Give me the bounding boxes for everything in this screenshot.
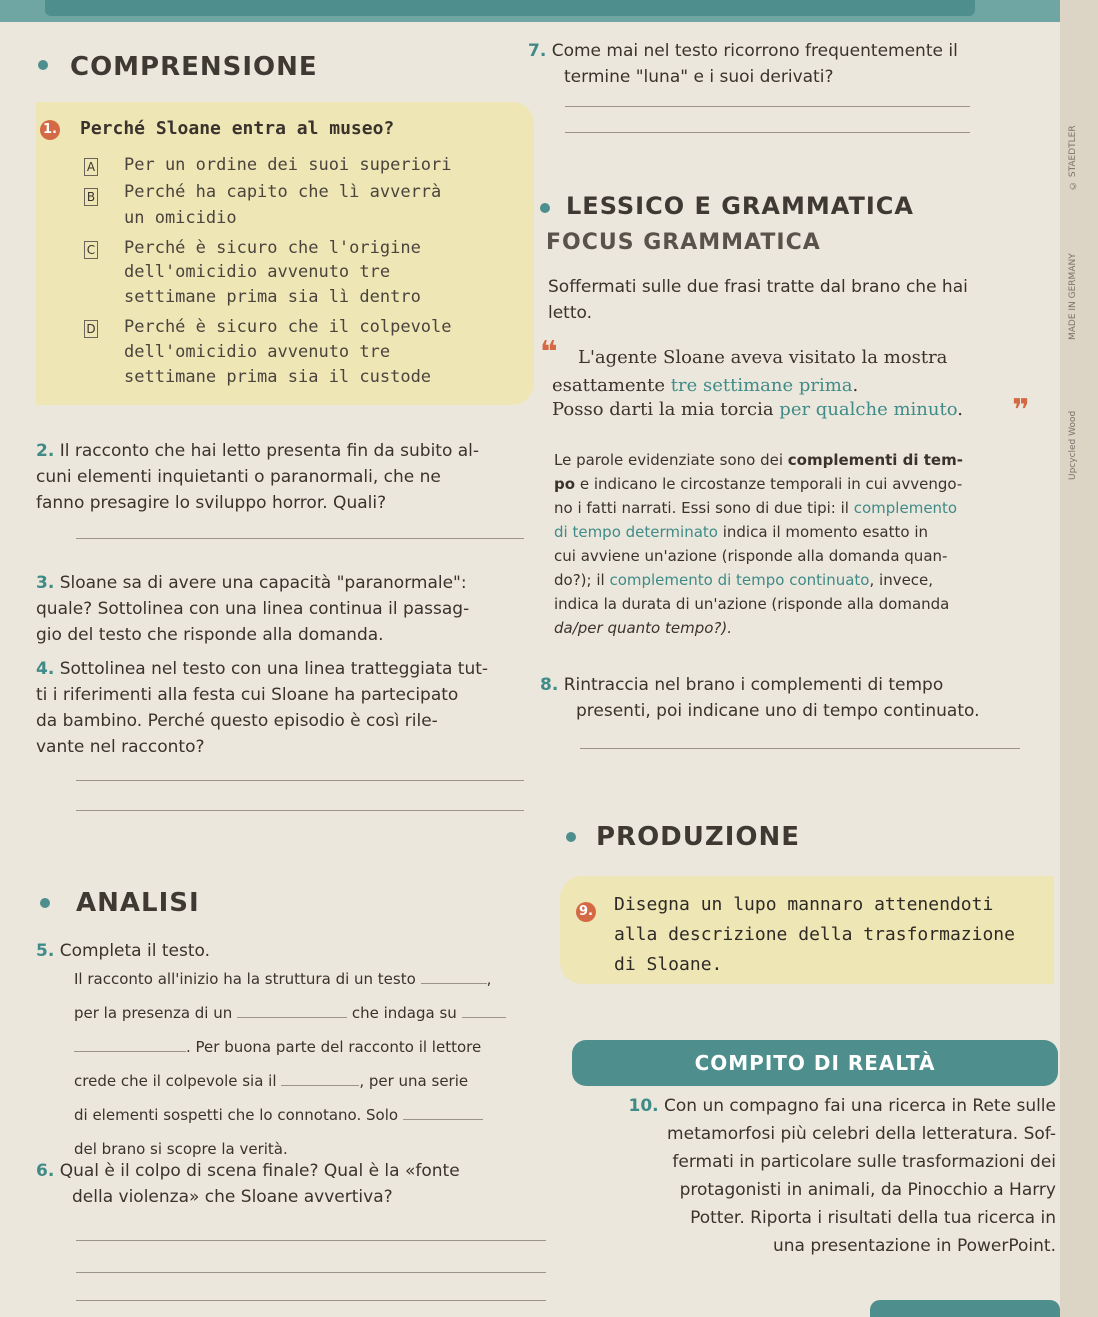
cloze-line: di elementi sospetti che lo connotano. Solo [74,1106,399,1124]
question-4-line2: ti i riferimenti alla festa cui Sloane ha partecipato [36,685,459,705]
question-1-text: Perché Sloane entra al museo? [80,118,395,139]
pencil-print-material: Upcycled Wood [1068,410,1078,480]
quote-line1: L'agente Sloane aveva visitato la mostra [578,347,948,368]
option-c-line3: settimane prima sia lì dentro [124,287,421,307]
cloze-blank[interactable] [237,1017,347,1018]
answer-line[interactable] [565,106,970,107]
question-4-line4: vante nel racconto? [36,737,205,757]
answer-line[interactable] [76,780,524,781]
question-4-line3: da bambino. Perché questo episodio è così rile- [36,711,438,731]
option-d-line1: Perché è sicuro che il colpevole [124,317,452,337]
question-10-line2: metamorfosi più celebri della letteratura. Sof- [667,1124,1056,1144]
question-9 [614,890,1015,980]
question-7-number: 7. [528,41,547,61]
question-2-line2: cuni elementi inquietanti o paranormali, che ne [36,467,441,487]
cloze-text: Il racconto all'inizio ha la struttura di un testo , per la presenza di un che indaga su . Per buona parte del racconto il lettore crede che il colpevole sia il , per una serie di elementi sospetti che lo connotano. Solo del brano si scopre la verità. [74,962,554,1166]
question-10-number: 10. [628,1096,659,1116]
option-b-line2: un omicidio [124,208,237,228]
option-b-box[interactable]: B [84,188,98,206]
question-6 [36,1158,536,1210]
section-title-analisi: ANALISI [76,888,200,918]
cloze-line: . Per buona parte del racconto il lettore [186,1038,482,1056]
question-2 [36,438,526,516]
top-color-bar-inner [45,0,975,16]
cloze-line: , per una serie [359,1072,469,1090]
option-d-line3: settimane prima sia il custode [124,367,432,387]
pencil-print-origin: MADE IN GERMANY [1068,253,1078,340]
answer-line[interactable] [76,810,524,811]
explanation-term: complementi di tem- [787,451,963,469]
explanation-text: da/per quanto tempo?). [554,619,733,637]
question-2-line3: fanno presagire lo sviluppo horror. Quali? [36,493,387,513]
question-3-line1: Sloane sa di avere una capacità "paranormale": [59,573,467,593]
question-10-line4: protagonisti in animali, da Pinocchio a Harry [679,1180,1056,1200]
question-9-number: 9. [576,902,596,922]
answer-line[interactable] [76,1240,546,1241]
question-10-line5: Potter. Riporta i risultati della tua ricerca in [690,1208,1056,1228]
explanation-text: e indicano le circostanze temporali in cui avvengo- [579,475,963,493]
question-4-number: 4. [36,659,55,679]
cloze-line: del brano si scopre la verità. [74,1140,288,1158]
bottom-color-tab [870,1300,1060,1317]
cloze-blank[interactable] [403,1119,483,1120]
explanation-text: indica il momento esatto in [722,523,928,541]
question-2-number: 2. [36,441,55,461]
option-c-line2: dell'omicidio avvenuto tre [124,262,391,282]
question-10-line3: fermati in particolare sulle trasformazioni dei [672,1152,1056,1172]
question-10 [576,1092,1056,1260]
section-title-lessico: LESSICO E GRAMMATICA [566,192,914,220]
explanation-text: cui avviene un'azione (risponde alla domanda quan- [554,547,948,565]
explanation-text: Le parole evidenziate sono dei [554,451,783,469]
explanation-term: po [554,475,576,493]
question-4-line1: Sottolinea nel testo con una linea tratteggiata tut- [59,659,489,679]
question-8-line2: presenti, poi indicane uno di tempo continuato. [576,701,980,721]
section-title-comprensione: COMPRENSIONE [70,52,318,82]
question-1-number: 1. [40,120,60,140]
lessico-intro [548,274,1028,326]
option-c-line1: Perché è sicuro che l'origine [124,238,421,258]
explanation-term: complemento [853,499,958,517]
explanation-text: indica la durata di un'azione (risponde alla domanda [554,595,950,613]
question-6-line1: Qual è il colpo di scena finale? Qual è la «fonte [59,1161,460,1181]
question-3 [36,570,526,648]
compito-di-realta-banner: COMPITO DI REALTÀ [572,1040,1058,1086]
section-bullet [566,832,576,842]
cloze-line: Il racconto all'inizio ha la struttura di un testo [74,970,416,988]
lessico-intro-line1: Soffermati sulle due frasi tratte dal brano che hai [548,277,968,297]
focus-grammatica-title: FOCUS GRAMMATICA [546,230,821,255]
cloze-line: per la presenza di un [74,1004,233,1022]
close-quote-mark: ❞ [1012,393,1030,428]
pencil-print-brand: © STAEDTLER [1068,125,1078,190]
question-4 [36,656,526,760]
question-3-number: 3. [36,573,55,593]
answer-line[interactable] [76,1300,546,1301]
question-7-line1: Come mai nel testo ricorrono frequentemente il [551,41,958,61]
quote-line3: Posso darti la mia torcia per qualche minuto. [552,399,963,420]
quote-line2: esattamente tre settimane prima. [552,375,859,396]
answer-line[interactable] [76,538,524,539]
question-6-line2: della violenza» che Sloane avvertiva? [72,1187,393,1207]
question-8-line1: Rintraccia nel brano i complementi di tempo [563,675,944,695]
option-d-box[interactable]: D [84,320,98,338]
answer-line[interactable] [565,132,970,133]
question-7 [528,38,1048,90]
cloze-blank[interactable] [281,1085,359,1086]
option-a-box[interactable]: A [84,158,98,176]
explanation-term: di tempo determinato [554,523,718,541]
explanation-text: do?); il [554,571,605,589]
question-9-line1: Disegna un lupo mannaro attenendoti [614,894,994,915]
section-bullet [38,60,48,70]
section-title-produzione: PRODUZIONE [596,822,801,852]
option-a-text: Per un ordine dei suoi superiori [124,155,452,175]
open-quote-mark: ❝ [540,335,558,370]
question-2-line1: Il racconto che hai letto presenta fin da subito al- [59,441,480,461]
highlighted-time-complement: tre settimane prima [670,375,853,396]
question-5 [36,938,210,964]
section-bullet [540,203,550,213]
question-5-text: Completa il testo. [59,941,210,961]
question-6-number: 6. [36,1161,55,1181]
explanation-term: complemento di tempo continuato [609,571,870,589]
question-5-number: 5. [36,941,55,961]
question-3-line2: quale? Sottolinea con una linea continua il passag- [36,599,470,619]
explanation-text: no i fatti narrati. Essi sono di due tipi: il [554,499,849,517]
option-d-line2: dell'omicidio avvenuto tre [124,342,391,362]
question-3-line3: gio del testo che risponde alla domanda. [36,625,384,645]
answer-line[interactable] [580,748,1020,749]
question-10-line6: una presentazione in PowerPoint. [772,1236,1056,1256]
section-bullet [40,898,50,908]
cloze-blank[interactable] [421,983,487,984]
question-9-line3: di Sloane. [614,954,723,975]
cloze-blank[interactable] [462,1017,506,1018]
question-9-line2: alla descrizione della trasformazione [614,924,1015,945]
answer-line[interactable] [76,1272,546,1273]
quote-text: esattamente [552,375,666,396]
highlighted-time-complement: per qualche minuto [779,399,958,420]
cloze-blank[interactable] [74,1051,186,1052]
question-7-line2: termine "luna" e i suoi derivati? [564,67,834,87]
option-c-box[interactable]: C [84,241,98,259]
grammar-explanation [554,448,1034,640]
quote-text: Posso darti la mia torcia [552,399,774,420]
pencil-edge [1060,0,1098,1317]
lessico-intro-line2: letto. [548,303,593,323]
question-8 [540,672,1040,724]
option-b-line1: Perché ha capito che lì avverrà [124,182,442,202]
explanation-text: , invece, [869,571,934,589]
cloze-line: crede che il colpevole sia il [74,1072,277,1090]
question-8-number: 8. [540,675,559,695]
question-10-line1: Con un compagno fai una ricerca in Rete sulle [664,1096,1056,1116]
cloze-line: che indaga su [351,1004,457,1022]
